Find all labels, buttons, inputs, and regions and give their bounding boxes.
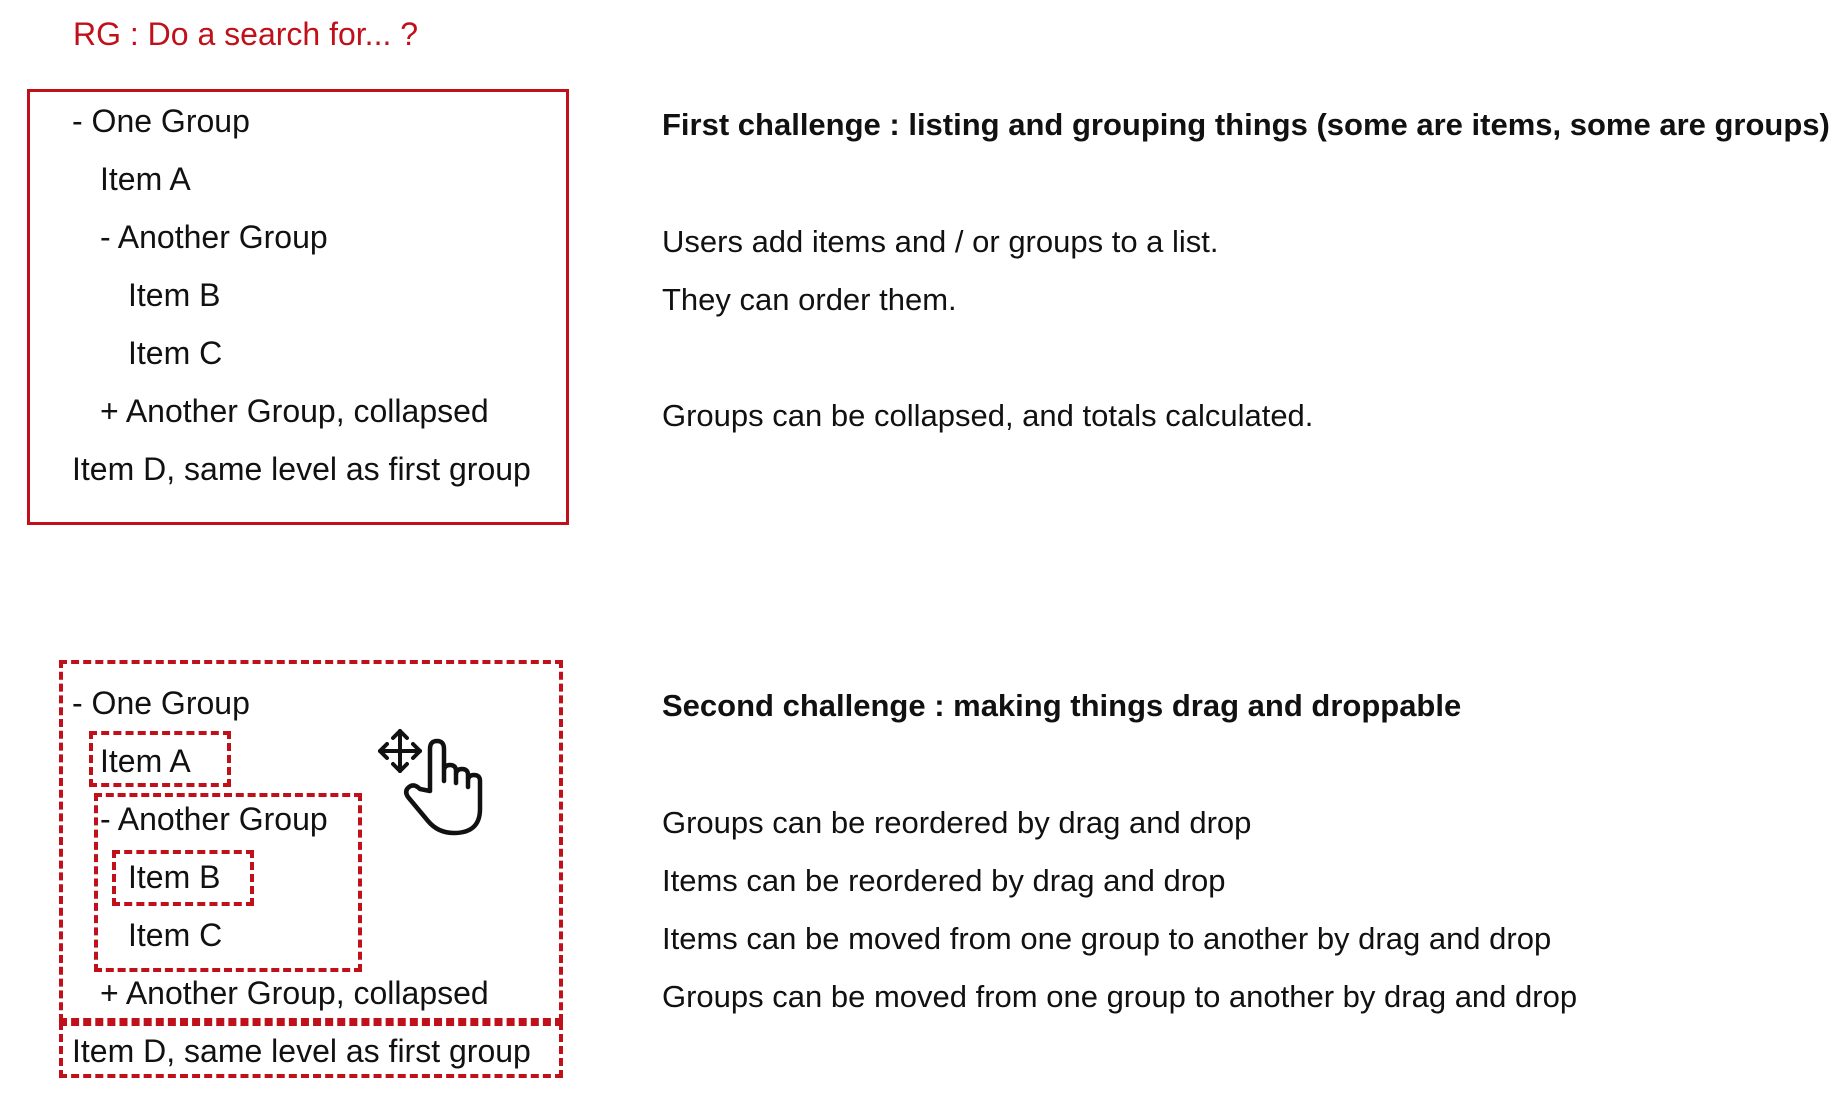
first-challenge-line-3: Groups can be collapsed, and totals calculated.	[662, 398, 1314, 433]
drag-cursor-graphic	[372, 725, 502, 840]
tree-item-b: Item B	[128, 277, 221, 313]
tree-item-a: Item A	[100, 161, 191, 197]
dnd-one-group: - One Group	[72, 685, 250, 721]
first-challenge-line-2: They can order them.	[662, 282, 957, 317]
tree-item-d: Item D, same level as first group	[72, 451, 531, 487]
dnd-another-group-collapsed: + Another Group, collapsed	[100, 975, 489, 1011]
dnd-item-a: Item A	[100, 743, 191, 779]
second-challenge-line-3: Items can be moved from one group to another by drag and drop	[662, 921, 1552, 956]
tree-item-c: Item C	[128, 335, 223, 371]
second-challenge-title: Second challenge : making things drag and droppable	[662, 688, 1462, 723]
tree-one-group: - One Group	[72, 103, 250, 139]
dnd-item-d: Item D, same level as first group	[72, 1033, 531, 1069]
second-challenge-line-4: Groups can be moved from one group to another by drag and drop	[662, 979, 1578, 1014]
dnd-item-b: Item B	[128, 859, 221, 895]
move-arrows-icon	[380, 731, 420, 771]
search-note: RG : Do a search for... ?	[73, 16, 419, 52]
first-challenge-line-1: Users add items and / or groups to a list.	[662, 224, 1219, 259]
tree-another-group-collapsed: + Another Group, collapsed	[100, 393, 489, 429]
dnd-item-c: Item C	[128, 917, 223, 953]
dnd-another-group: - Another Group	[100, 801, 328, 837]
second-challenge-line-2: Items can be reordered by drag and drop	[662, 863, 1226, 898]
second-challenge-line-1: Groups can be reordered by drag and drop	[662, 805, 1252, 840]
first-challenge-title: First challenge : listing and grouping things (some are items, some are groups)	[662, 107, 1830, 142]
tree-another-group: - Another Group	[100, 219, 328, 255]
